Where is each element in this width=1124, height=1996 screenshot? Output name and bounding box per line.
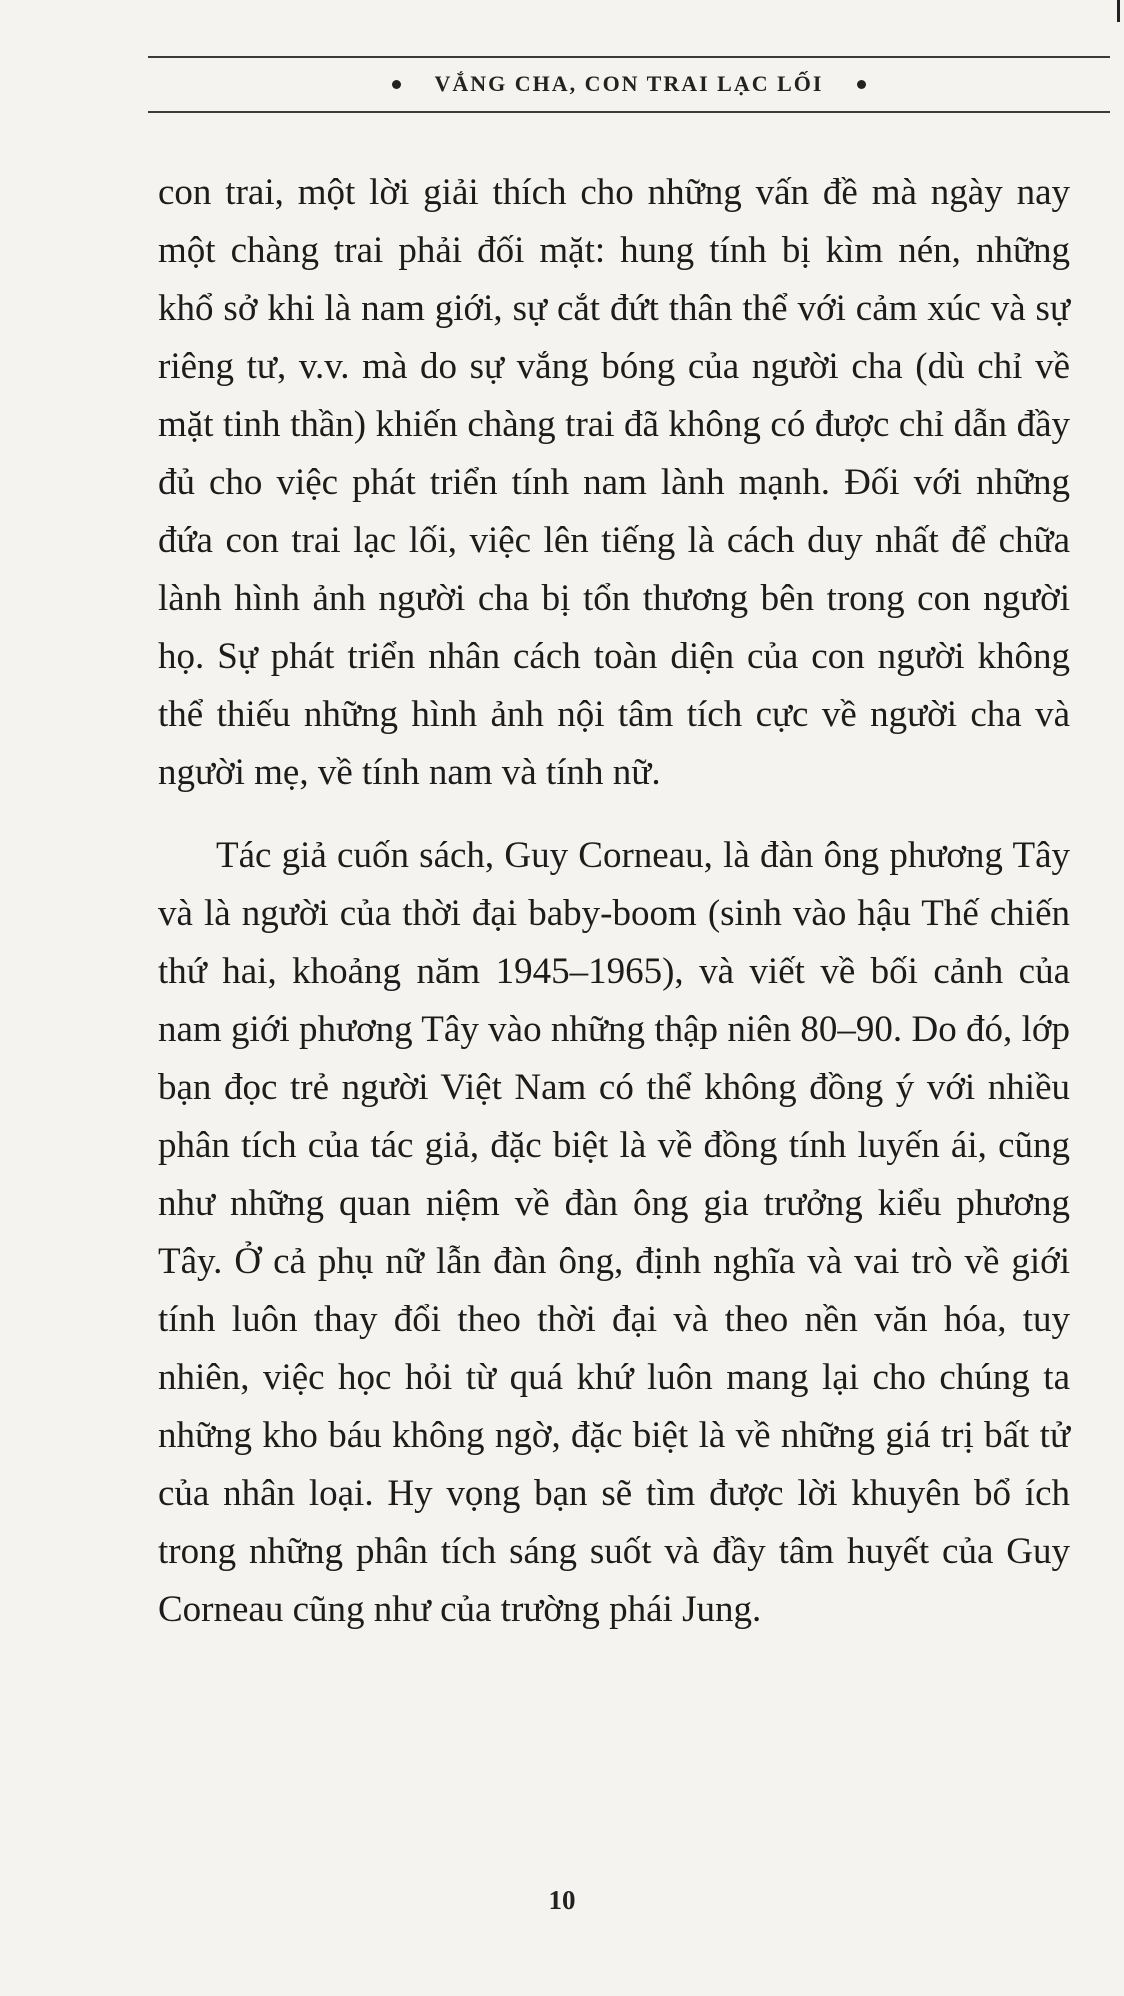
running-header bbox=[148, 60, 1110, 108]
page-corner-mark bbox=[1117, 0, 1120, 22]
header-bullet-left bbox=[392, 80, 401, 89]
page-number: 10 bbox=[548, 1885, 576, 1915]
paragraph-2: Tác giả cuốn sách, Guy Corneau, là đàn ông phương Tây và là người của thời đại baby-boom (sinh vào hậu Thế chiến thứ hai, khoảng năm 1945–1965), và viết về bối cảnh của nam giới phương Tây vào những thập niên 80–90. Do đó, lớp bạn đọc trẻ người Việt Nam có thể không đồng ý với nhiều phân tích của tác giả, đặc biệt là về đồng tính luyến ái, cũng như những quan niệm về đàn ông gia trưởng kiểu phương Tây. Ở cả phụ nữ lẫn đàn ông, định nghĩa và vai trò về giới tính luôn thay đổi theo thời đại và theo nền văn hóa, tuy nhiên, việc học hỏi từ quá khứ luôn mang lại cho chúng ta những kho báu không ngờ, đặc biệt là về những giá trị bất tử của nhân loại. Hy vọng bạn sẽ tìm được lời khuyên bổ ích trong những phân tích sáng suốt và đầy tâm huyết của Guy Corneau cũng như của trường phái Jung. bbox=[158, 835, 1070, 1630]
header-bottom-rule bbox=[148, 111, 1110, 113]
header-top-rule bbox=[148, 56, 1110, 58]
running-title: VẮNG CHA, CON TRAI LẠC LỐI bbox=[434, 71, 824, 96]
paragraph-1: con trai, một lời giải thích cho những vấn đề mà ngày nay một chàng trai phải đối mặt: hung tính bị kìm nén, những khổ sở khi là nam giới, sự cắt đứt thân thể với cảm xúc và sự riêng tư, v.v. mà do sự vắng bóng của người cha (dù chỉ về mặt tinh thần) khiến chàng trai đã không có được chỉ dẫn đầy đủ cho việc phát triển tính nam lành mạnh. Đối với những đứa con trai lạc lối, việc lên tiếng là cách duy nhất để chữa lành hình ảnh người cha bị tổn thương bên trong con người họ. Sự phát triển nhân cách toàn diện của con người không thể thiếu những hình ảnh nội tâm tích cực về người cha và người mẹ, về tính nam và tính nữ. bbox=[158, 172, 1070, 793]
header-bullet-right bbox=[857, 80, 866, 89]
body-text bbox=[158, 164, 1070, 1639]
